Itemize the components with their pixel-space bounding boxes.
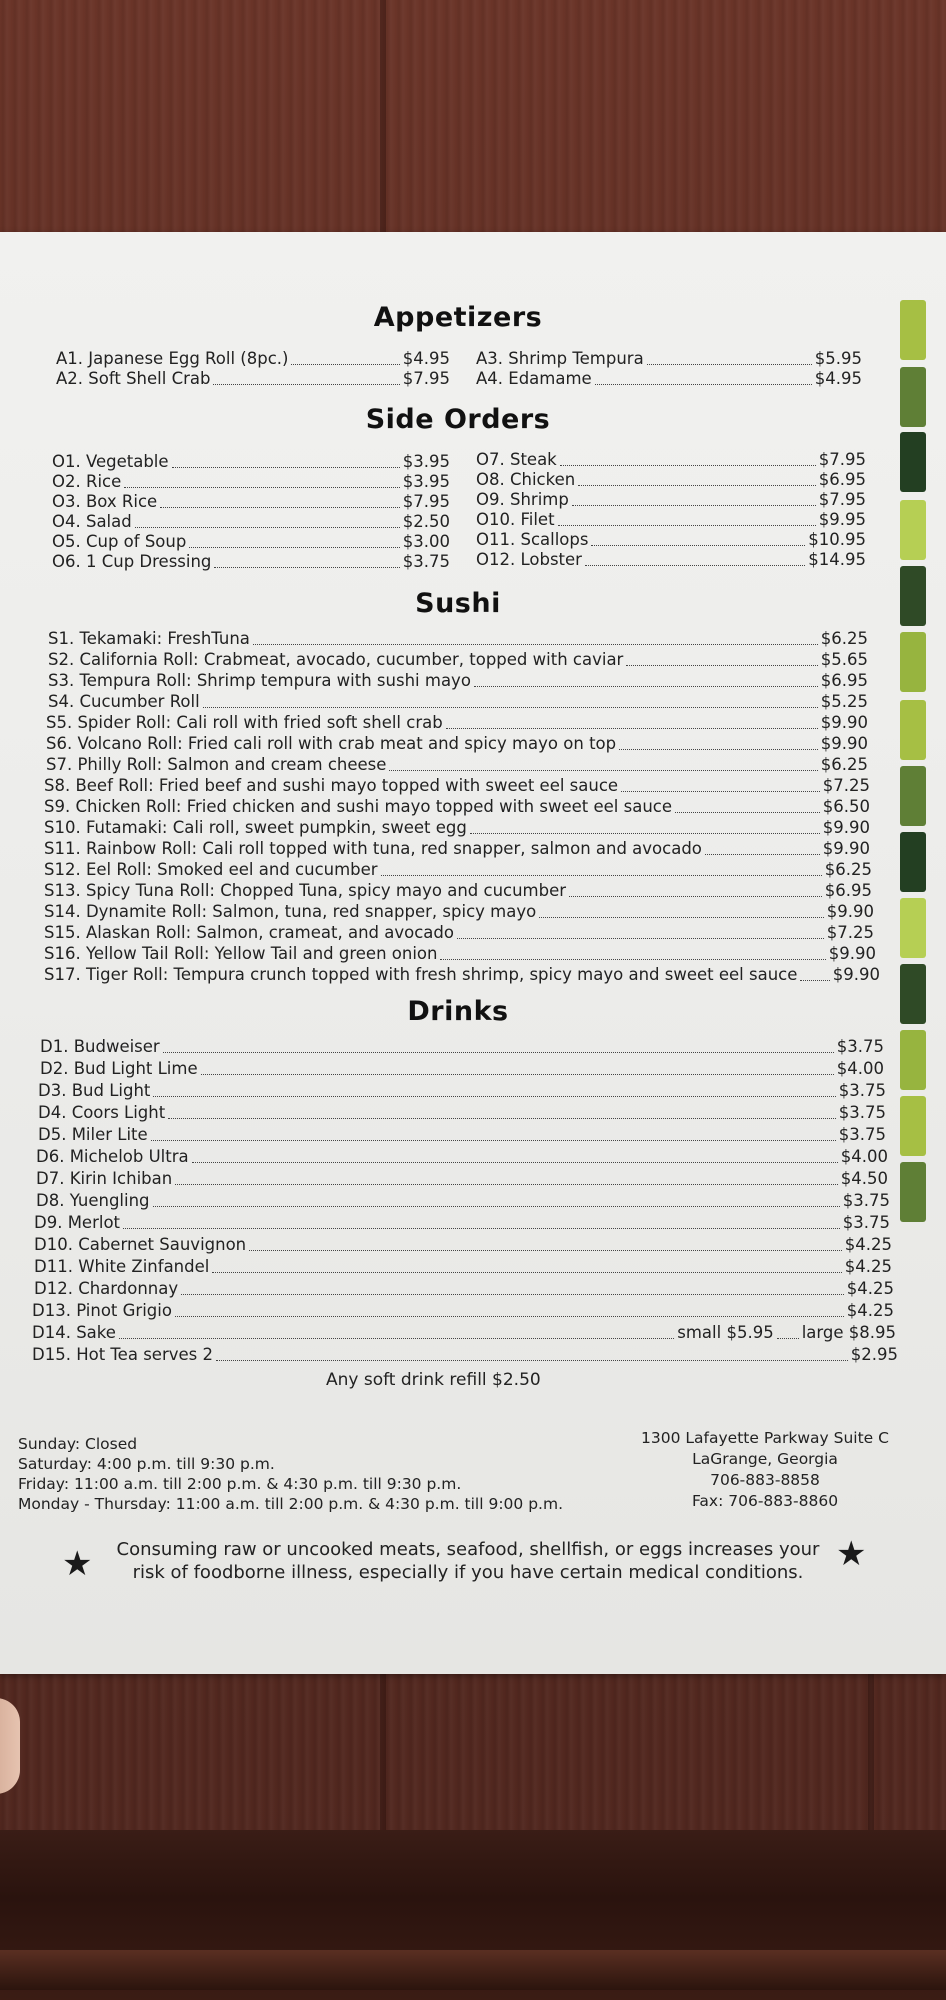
section-title-sushi: Sushi xyxy=(415,588,501,619)
restaurant-address: 1300 Lafayette Parkway Suite C LaGrange, Georgia 706-883-8858 Fax: 706-883-8860 xyxy=(641,1429,889,1510)
menu-item: S1. Tekamaki: FreshTuna $6.25 xyxy=(48,629,868,648)
menu-item: D6. Michelob Ultra $4.00 xyxy=(36,1147,888,1166)
refill-note: Any soft drink refill $2.50 xyxy=(326,1370,541,1390)
wood-seam xyxy=(380,0,386,232)
stripe-tab xyxy=(900,1162,926,1222)
menu-item: A4. Edamame $4.95 xyxy=(476,369,862,388)
menu-item: O9. Shrimp $7.95 xyxy=(476,490,866,509)
menu-item: D7. Kirin Ichiban $4.50 xyxy=(36,1169,888,1188)
menu-item: O3. Box Rice $7.95 xyxy=(52,492,450,511)
stripe-tab xyxy=(900,500,926,560)
section-title-side-orders: Side Orders xyxy=(365,404,551,435)
menu-item: A1. Japanese Egg Roll (8pc.) $4.95 xyxy=(56,349,450,368)
menu-item: D3. Bud Light $3.75 xyxy=(38,1081,886,1100)
menu-item: S12. Eel Roll: Smoked eel and cucumber $6.25 xyxy=(44,860,872,879)
menu-item: S3. Tempura Roll: Shrimp tempura with sushi mayo $6.95 xyxy=(48,671,868,690)
menu-item: D11. White Zinfandel $4.25 xyxy=(34,1257,892,1276)
food-safety-warning: Consuming raw or uncooked meats, seafood, shellfish, or eggs increases your risk of foodborne illness, especially if you have certain medical conditions. xyxy=(116,1539,820,1583)
menu-item: D8. Yuengling $3.75 xyxy=(36,1191,890,1210)
menu-item: O12. Lobster $14.95 xyxy=(476,550,866,569)
menu-item: S6. Volcano Roll: Fried cali roll with crab meat and spicy mayo on top $9.90 xyxy=(46,734,868,753)
menu-item: O7. Steak $7.95 xyxy=(476,450,866,469)
table-edge xyxy=(0,1830,946,2000)
menu-item: D2. Bud Light Lime $4.00 xyxy=(40,1059,884,1078)
menu-sheet xyxy=(0,232,946,1674)
stripe-tab xyxy=(900,898,926,958)
menu-item: S5. Spider Roll: Cali roll with fried soft shell crab $9.90 xyxy=(46,713,868,732)
menu-item: D9. Merlot $3.75 xyxy=(34,1213,890,1232)
menu-item: D13. Pinot Grigio $4.25 xyxy=(32,1301,894,1320)
menu-item: S17. Tiger Roll: Tempura crunch topped with fresh shrimp, spicy mayo and sweet eel sauce $9.90 xyxy=(44,965,880,984)
stripe-tab xyxy=(900,700,926,760)
menu-item: A2. Soft Shell Crab $7.95 xyxy=(56,369,450,388)
menu-item: D4. Coors Light $3.75 xyxy=(38,1103,886,1122)
menu-item: D5. Miler Lite $3.75 xyxy=(38,1125,886,1144)
menu-item: O6. 1 Cup Dressing $3.75 xyxy=(52,552,450,571)
stripe-tab xyxy=(900,632,926,692)
menu-item: D1. Budweiser $3.75 xyxy=(40,1037,884,1056)
menu-item: O10. Filet $9.95 xyxy=(476,510,866,529)
stripe-tab xyxy=(900,1096,926,1156)
menu-item: S10. Futamaki: Cali roll, sweet pumpkin, sweet egg $9.90 xyxy=(44,818,870,837)
menu-item: O11. Scallops $10.95 xyxy=(476,530,866,549)
stripe-tab xyxy=(900,1030,926,1090)
wood-seam xyxy=(868,1674,874,1834)
menu-item: S15. Alaskan Roll: Salmon, crameat, and avocado $7.25 xyxy=(44,923,874,942)
menu-item: S2. California Roll: Crabmeat, avocado, cucumber, topped with caviar $5.65 xyxy=(48,650,868,669)
menu-item: S11. Rainbow Roll: Cali roll topped with tuna, red snapper, salmon and avocado $9.90 xyxy=(44,839,870,858)
menu-item: O1. Vegetable $3.95 xyxy=(52,452,450,471)
section-title-drinks: Drinks xyxy=(407,996,509,1027)
menu-item: S7. Philly Roll: Salmon and cream cheese $6.25 xyxy=(46,755,868,774)
menu-item: D12. Chardonnay $4.25 xyxy=(34,1279,894,1298)
stripe-tab xyxy=(900,766,926,826)
menu-item: O5. Cup of Soup $3.00 xyxy=(52,532,450,551)
stripe-tab xyxy=(900,832,926,892)
menu-item: S4. Cucumber Roll $5.25 xyxy=(48,692,868,711)
menu-item: A3. Shrimp Tempura $5.95 xyxy=(476,349,862,368)
menu-item-sake: D14. Sake small $5.95 large $8.95 xyxy=(32,1323,896,1342)
section-title-appetizers: Appetizers xyxy=(373,302,543,333)
wood-seam xyxy=(380,1674,386,1834)
menu-item: D15. Hot Tea serves 2 $2.95 xyxy=(32,1345,898,1364)
menu-item: S9. Chicken Roll: Fried chicken and sushi mayo topped with sweet eel sauce $6.50 xyxy=(44,797,870,816)
menu-item: O2. Rice $3.95 xyxy=(52,472,450,491)
menu-item: S8. Beef Roll: Fried beef and sushi mayo topped with sweet eel sauce $7.25 xyxy=(44,776,870,795)
menu-item: S13. Spicy Tuna Roll: Chopped Tuna, spicy mayo and cucumber $6.95 xyxy=(44,881,872,900)
menu-item: S16. Yellow Tail Roll: Yellow Tail and green onion $9.90 xyxy=(44,944,876,963)
thumb xyxy=(0,1698,20,1794)
business-hours: Sunday: Closed Saturday: 4:00 p.m. till 9:30 p.m. Friday: 11:00 a.m. till 2:00 p.m. & 4:30 p.m. till 9:30 p.m. Monday - Thursday: 11:00 a.m. till 2:00 p.m. & 4:30 p.m. till 9:00 p.m. xyxy=(18,1435,563,1513)
star-icon: ★ xyxy=(62,1544,93,1584)
stripe-tab xyxy=(900,432,926,492)
menu-item: D10. Cabernet Sauvignon $4.25 xyxy=(34,1235,892,1254)
menu-item: S14. Dynamite Roll: Salmon, tuna, red snapper, spicy mayo $9.90 xyxy=(44,902,874,921)
star-icon: ★ xyxy=(836,1534,867,1574)
menu-item: O8. Chicken $6.95 xyxy=(476,470,866,489)
menu-item: O4. Salad $2.50 xyxy=(52,512,450,531)
